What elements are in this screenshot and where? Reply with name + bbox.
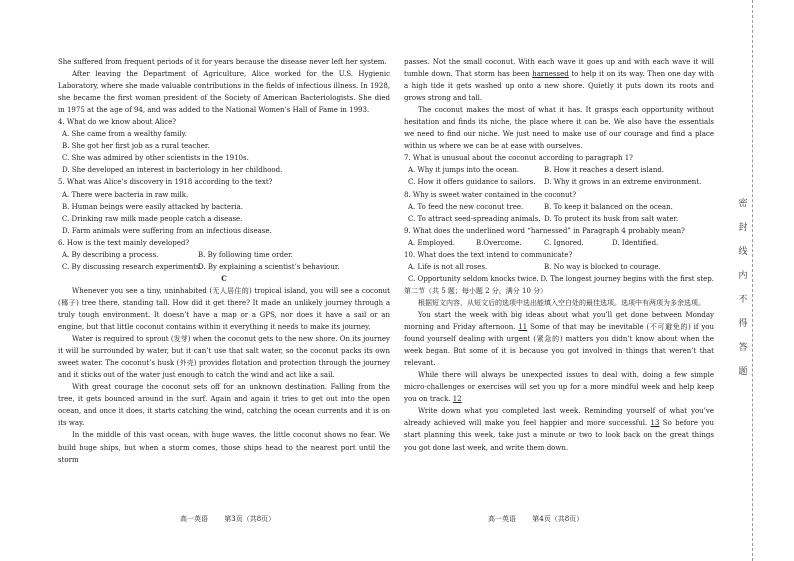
paragraph: passes. Not the small coconut. With each wave it goes up and with each wave it will tumble down. That storm has been harnessed to help it on its way. Then one day with a high tide it gets washed up onto a new shore. Quietly it puts down its roots and grows strong and tall.: [404, 58, 714, 103]
option: A. Life is not all roses.: [408, 262, 488, 271]
footer-subject: 高一英语: [488, 515, 516, 523]
option: D. Why it grows in an extreme environment.: [544, 178, 702, 187]
option: B. No way is blocked to courage.: [544, 262, 661, 271]
section-2-instructions: 根据短文内容，从短文后的选项中选出能填入空白处的最佳选项。选项中有两项为多余选项。: [418, 298, 705, 307]
binding-strip: [733, 0, 753, 561]
option-row: [404, 261, 714, 273]
footer-page: 第3页（共8页）: [224, 515, 276, 523]
blank-11: 11: [518, 323, 528, 332]
paragraph: Write down what you completed last week. Reminding yourself of what you’ve already achieved will make you feel happier and more successful. 13 So before you start planning this week, take just a minute or two to look back on the great things you got done last week, and write them down.: [404, 407, 714, 452]
section-2-title: 第二节（共 5 题；每小题 2 分，满分 10 分）: [404, 286, 548, 295]
option: C. By discussing research experiments.: [62, 262, 202, 271]
option: C. Drinking raw milk made people catch a disease.: [62, 214, 243, 223]
option: D. Farm animals were suffering from an infectious disease.: [62, 226, 272, 235]
question-4: 4. What do we know about Alice?: [58, 118, 177, 127]
option: D. She developed an interest in bacteriology in her childhood.: [62, 166, 283, 175]
right-column: [404, 56, 714, 454]
footer-subject: 高一英语: [180, 515, 208, 523]
footer-right: [488, 514, 597, 524]
option: C. How it offers guidance to sailors.: [408, 178, 536, 187]
binding-char: 答: [738, 343, 748, 353]
option: B. How it reaches a desert island.: [544, 166, 665, 175]
binding-char: 题: [738, 367, 748, 377]
option-row: [404, 164, 714, 176]
paragraph: Water is required to sprout (发芽) when the coconut gets to the new shore. On its journey it will be surrounded by water, but it can’t use that salt water, so the coconut packs its own sweet water. The coconut’s husk (外壳) provides flotation and protection through the journey and it sticks out of the water just enough to catch the wind and act like a sail.: [58, 335, 390, 380]
option: B. She got her first job as a rural teacher.: [62, 142, 210, 151]
option: A. By describing a process.: [62, 250, 159, 259]
paragraph: She suffered from frequent periods of it for years because the disease never left her system.: [58, 58, 387, 66]
paragraph: The coconut makes the most of what it has. It grasps each opportunity without hesitation and finds its niche, the place where it can be. We also have the essentials we need to find our niche. We just need to make use of our courage and find a place within us where we can be at ease with ourselves.: [404, 106, 714, 151]
paragraph: After leaving the Department of Agriculture, Alice worked for the U.S. Hygienic Laboratory, where she made valuable contributions in the fields of infectious illness. In 1928, she became the first woman president of the Society of American Bacteriologists. She died in 1975 at the age of 94, and was added to the National Women’s Hall of Fame in 1993.: [58, 70, 390, 115]
question-9: 9. What does the underlined word “harnessed” in Paragraph 4 probably mean?: [404, 226, 685, 235]
option: B.Overcome.: [476, 238, 522, 247]
question-6: 6. How is the text mainly developed?: [58, 238, 190, 247]
question-7: 7. What is unusual about the coconut according to paragraph 1?: [404, 154, 633, 163]
binding-char: 密: [738, 199, 748, 209]
option-row: [404, 201, 714, 213]
option: A. There were bacteria in raw milk.: [62, 190, 189, 199]
binding-char: 封: [738, 223, 748, 233]
option: A. Why it jumps into the ocean.: [408, 166, 520, 175]
section-heading: C: [221, 273, 227, 283]
option: D. By explaining a scientist’s behaviour.: [198, 262, 340, 271]
option: A. Employed.: [408, 238, 455, 247]
footer-page: 第4页（共8页）: [532, 515, 584, 523]
option: D. The longest journey begins with the first step.: [540, 274, 714, 283]
paragraph: In the middle of this vast ocean, with huge waves, the little coconut shows no fear. We build huge ships, but when a storm comes, those ships head to the nearest port until the storm: [58, 431, 390, 464]
option: A. To feed the new coconut tree.: [408, 202, 524, 211]
option-row: [404, 237, 714, 249]
question-5: 5. What was Alice’s discovery in 1918 according to the text?: [58, 178, 273, 187]
option-row: [404, 176, 714, 188]
option-row: [58, 261, 390, 273]
option: C. Ignored.: [544, 238, 584, 247]
binding-char: 线: [738, 247, 748, 257]
option: D. To protect its husk from salt water.: [544, 214, 679, 223]
option: B. To keep it balanced on the ocean.: [544, 202, 673, 211]
paragraph: You start the week with big ideas about what you’ll get done between Monday morning and Friday afternoon. 11 Some of that may be inevitable (不可避免的) if you found yourself dealing with urgent (紧急的) matters you didn’t know about when the week began. But some of it is because you got involved in things that weren’t that relevant.: [404, 310, 714, 368]
option-row: [404, 273, 714, 285]
underlined-word: harnessed: [532, 70, 569, 79]
binding-char: 不: [738, 295, 748, 305]
blank-12: 12: [452, 395, 462, 404]
binding-char: 得: [738, 319, 748, 329]
paragraph: Whenever you see a tiny, uninhabited (无人居住的) tropical island, you will see a coconut (椰子) tree there, standing tall. How did it get there? It made an unlikely journey through a truly tough environment. It doesn’t have a map or a GPS, nor does it have a sail or an engine, but that little coconut contains within it everything it needs to make its journey.: [58, 286, 390, 332]
paragraph: With great courage the coconut sets off for an unknown destination. Falling from the tree, it gets bounced around in the surf. Again and again it tries to get out into the open ocean, and once it does, it starts catching the wind, catching the ocean currents and it is on its way.: [58, 383, 390, 428]
footer-left: [180, 514, 289, 524]
option-row: [404, 213, 714, 225]
binding-char: 内: [738, 271, 748, 281]
option: C. Opportunity seldom knocks twice.: [408, 274, 539, 283]
blank-13: 13: [650, 419, 660, 428]
option-row: [58, 249, 390, 261]
option: A. She came from a wealthy family.: [62, 130, 187, 139]
option: B. Human beings were easily attacked by bacteria.: [62, 202, 243, 211]
option: D. Identified.: [612, 238, 659, 247]
paragraph: While there will always be unexpected issues to deal with, doing a few simple micro-challenges or exercises will set you up for a more mindful week and help keep you on track. 12: [404, 371, 714, 404]
option: B. By following time order.: [198, 250, 293, 259]
question-8: 8. Why is sweet water contained in the coconut?: [404, 190, 577, 199]
option: C. She was admired by other scientists in the 1910s.: [62, 154, 249, 163]
option: C. To attract seed-spreading animals.: [408, 214, 541, 223]
left-column: [58, 56, 390, 466]
question-10: 10. What does the text intend to communicate?: [404, 250, 573, 259]
